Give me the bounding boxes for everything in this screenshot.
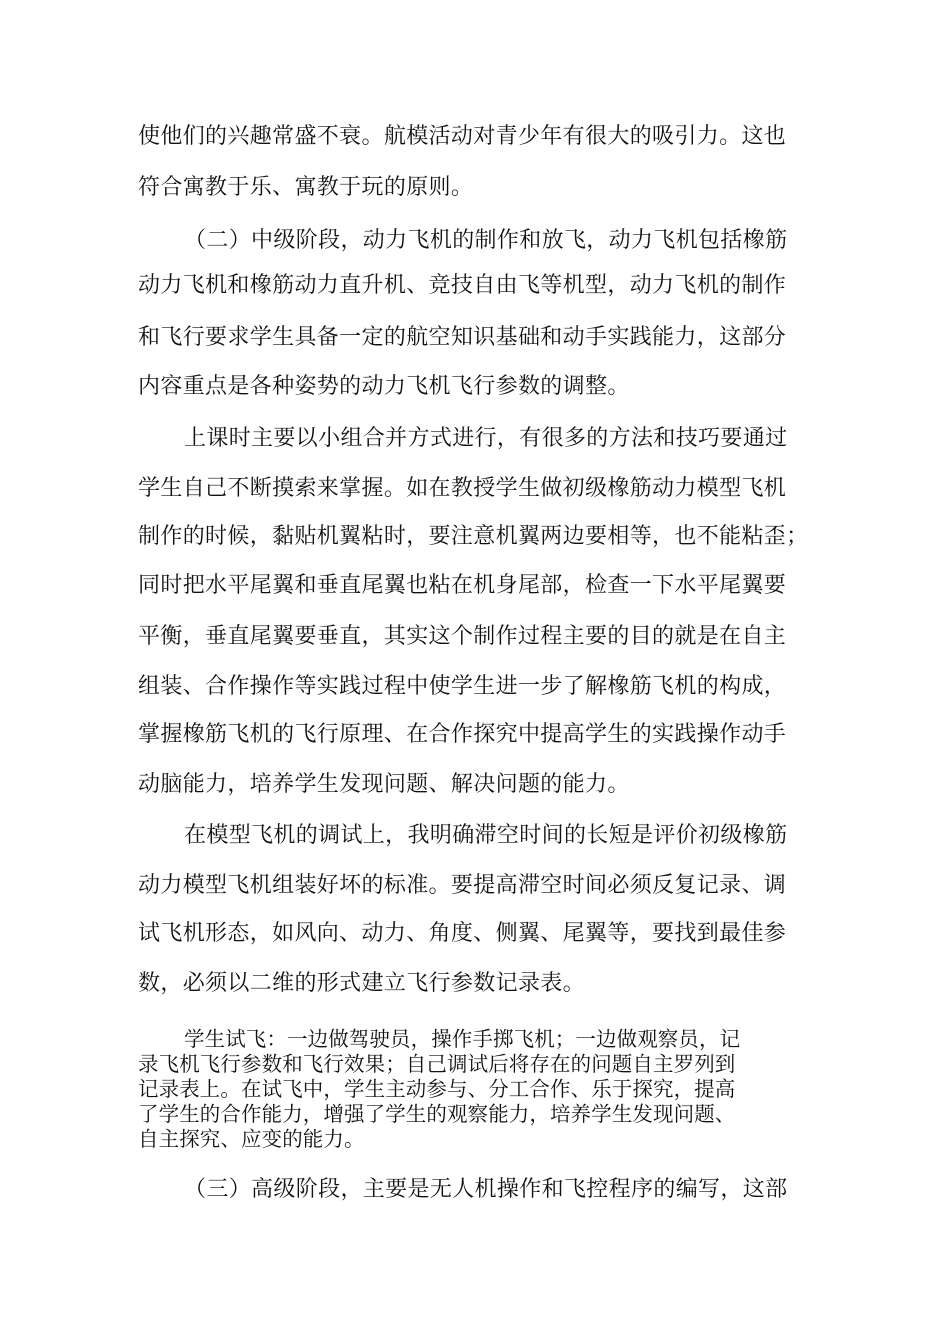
paragraph-first-line: 学生试飞：一边做驾驶员，操作手掷飞机；一边做观察员，记 <box>184 1027 741 1051</box>
text-line: 制作的时候，黏贴机翼粘时，要注意机翼两边要相等，也不能粘歪； <box>138 524 809 549</box>
paragraph-first-line: 在模型飞机的调试上，我明确滞空时间的长短是评价初级橡筋 <box>184 823 788 848</box>
text-line: 使他们的兴趣常盛不衰。航模活动对青少年有很大的吸引力。这也 <box>138 124 787 149</box>
text-line: 平衡，垂直尾翼要垂直，其实这个制作过程主要的目的就是在自主 <box>138 624 787 649</box>
text-line: 记录表上。在试飞中，学生主动参与、分工合作、乐于探究，提高 <box>138 1077 736 1101</box>
section-heading-intermediate: （二）中级阶段，动力飞机的制作和放飞，动力飞机包括橡筋 <box>184 228 788 253</box>
text-line: 动脑能力，培养学生发现问题、解决问题的能力。 <box>138 772 630 797</box>
text-line: 和飞行要求学生具备一定的航空知识基础和动手实践能力，这部分 <box>138 325 787 350</box>
text-line: 动力模型飞机组装好坏的标准。要提高滞空时间必须反复记录、调 <box>138 873 787 898</box>
text-line: 掌握橡筋飞机的飞行原理、在合作探究中提高学生的实践操作动手 <box>138 722 787 747</box>
text-line: 试飞机形态，如风向、动力、角度、侧翼、尾翼等，要找到最佳参 <box>138 921 787 946</box>
text-line: 数，必须以二维的形式建立飞行参数记录表。 <box>138 971 586 996</box>
text-line: 组装、合作操作等实践过程中使学生进一步了解橡筋飞机的构成， <box>138 674 787 699</box>
text-line: 了学生的合作能力，增强了学生的观察能力，培养学生发现问题、 <box>138 1102 736 1126</box>
text-line: 录飞机飞行参数和飞行效果；自己调试后将存在的问题自主罗列到 <box>138 1052 736 1076</box>
text-line: 同时把水平尾翼和垂直尾翼也粘在机身尾部，检查一下水平尾翼要 <box>138 573 787 598</box>
paragraph-first-line: 上课时主要以小组合并方式进行，有很多的方法和技巧要通过 <box>184 426 788 451</box>
text-line: 学生自己不断摸索来掌握。如在教授学生做初级橡筋动力模型飞机 <box>138 476 787 501</box>
text-line: 自主探究、应变的能力。 <box>138 1127 365 1151</box>
text-line: 动力飞机和橡筋动力直升机、竞技自由飞等机型，动力飞机的制作 <box>138 273 787 298</box>
section-heading-advanced: （三）高级阶段，主要是无人机操作和飞控程序的编写，这部 <box>184 1177 788 1202</box>
text-line: 符合寓教于乐、寓教于玩的原则。 <box>138 175 474 200</box>
text-line: 内容重点是各种姿势的动力飞机飞行参数的调整。 <box>138 374 630 399</box>
